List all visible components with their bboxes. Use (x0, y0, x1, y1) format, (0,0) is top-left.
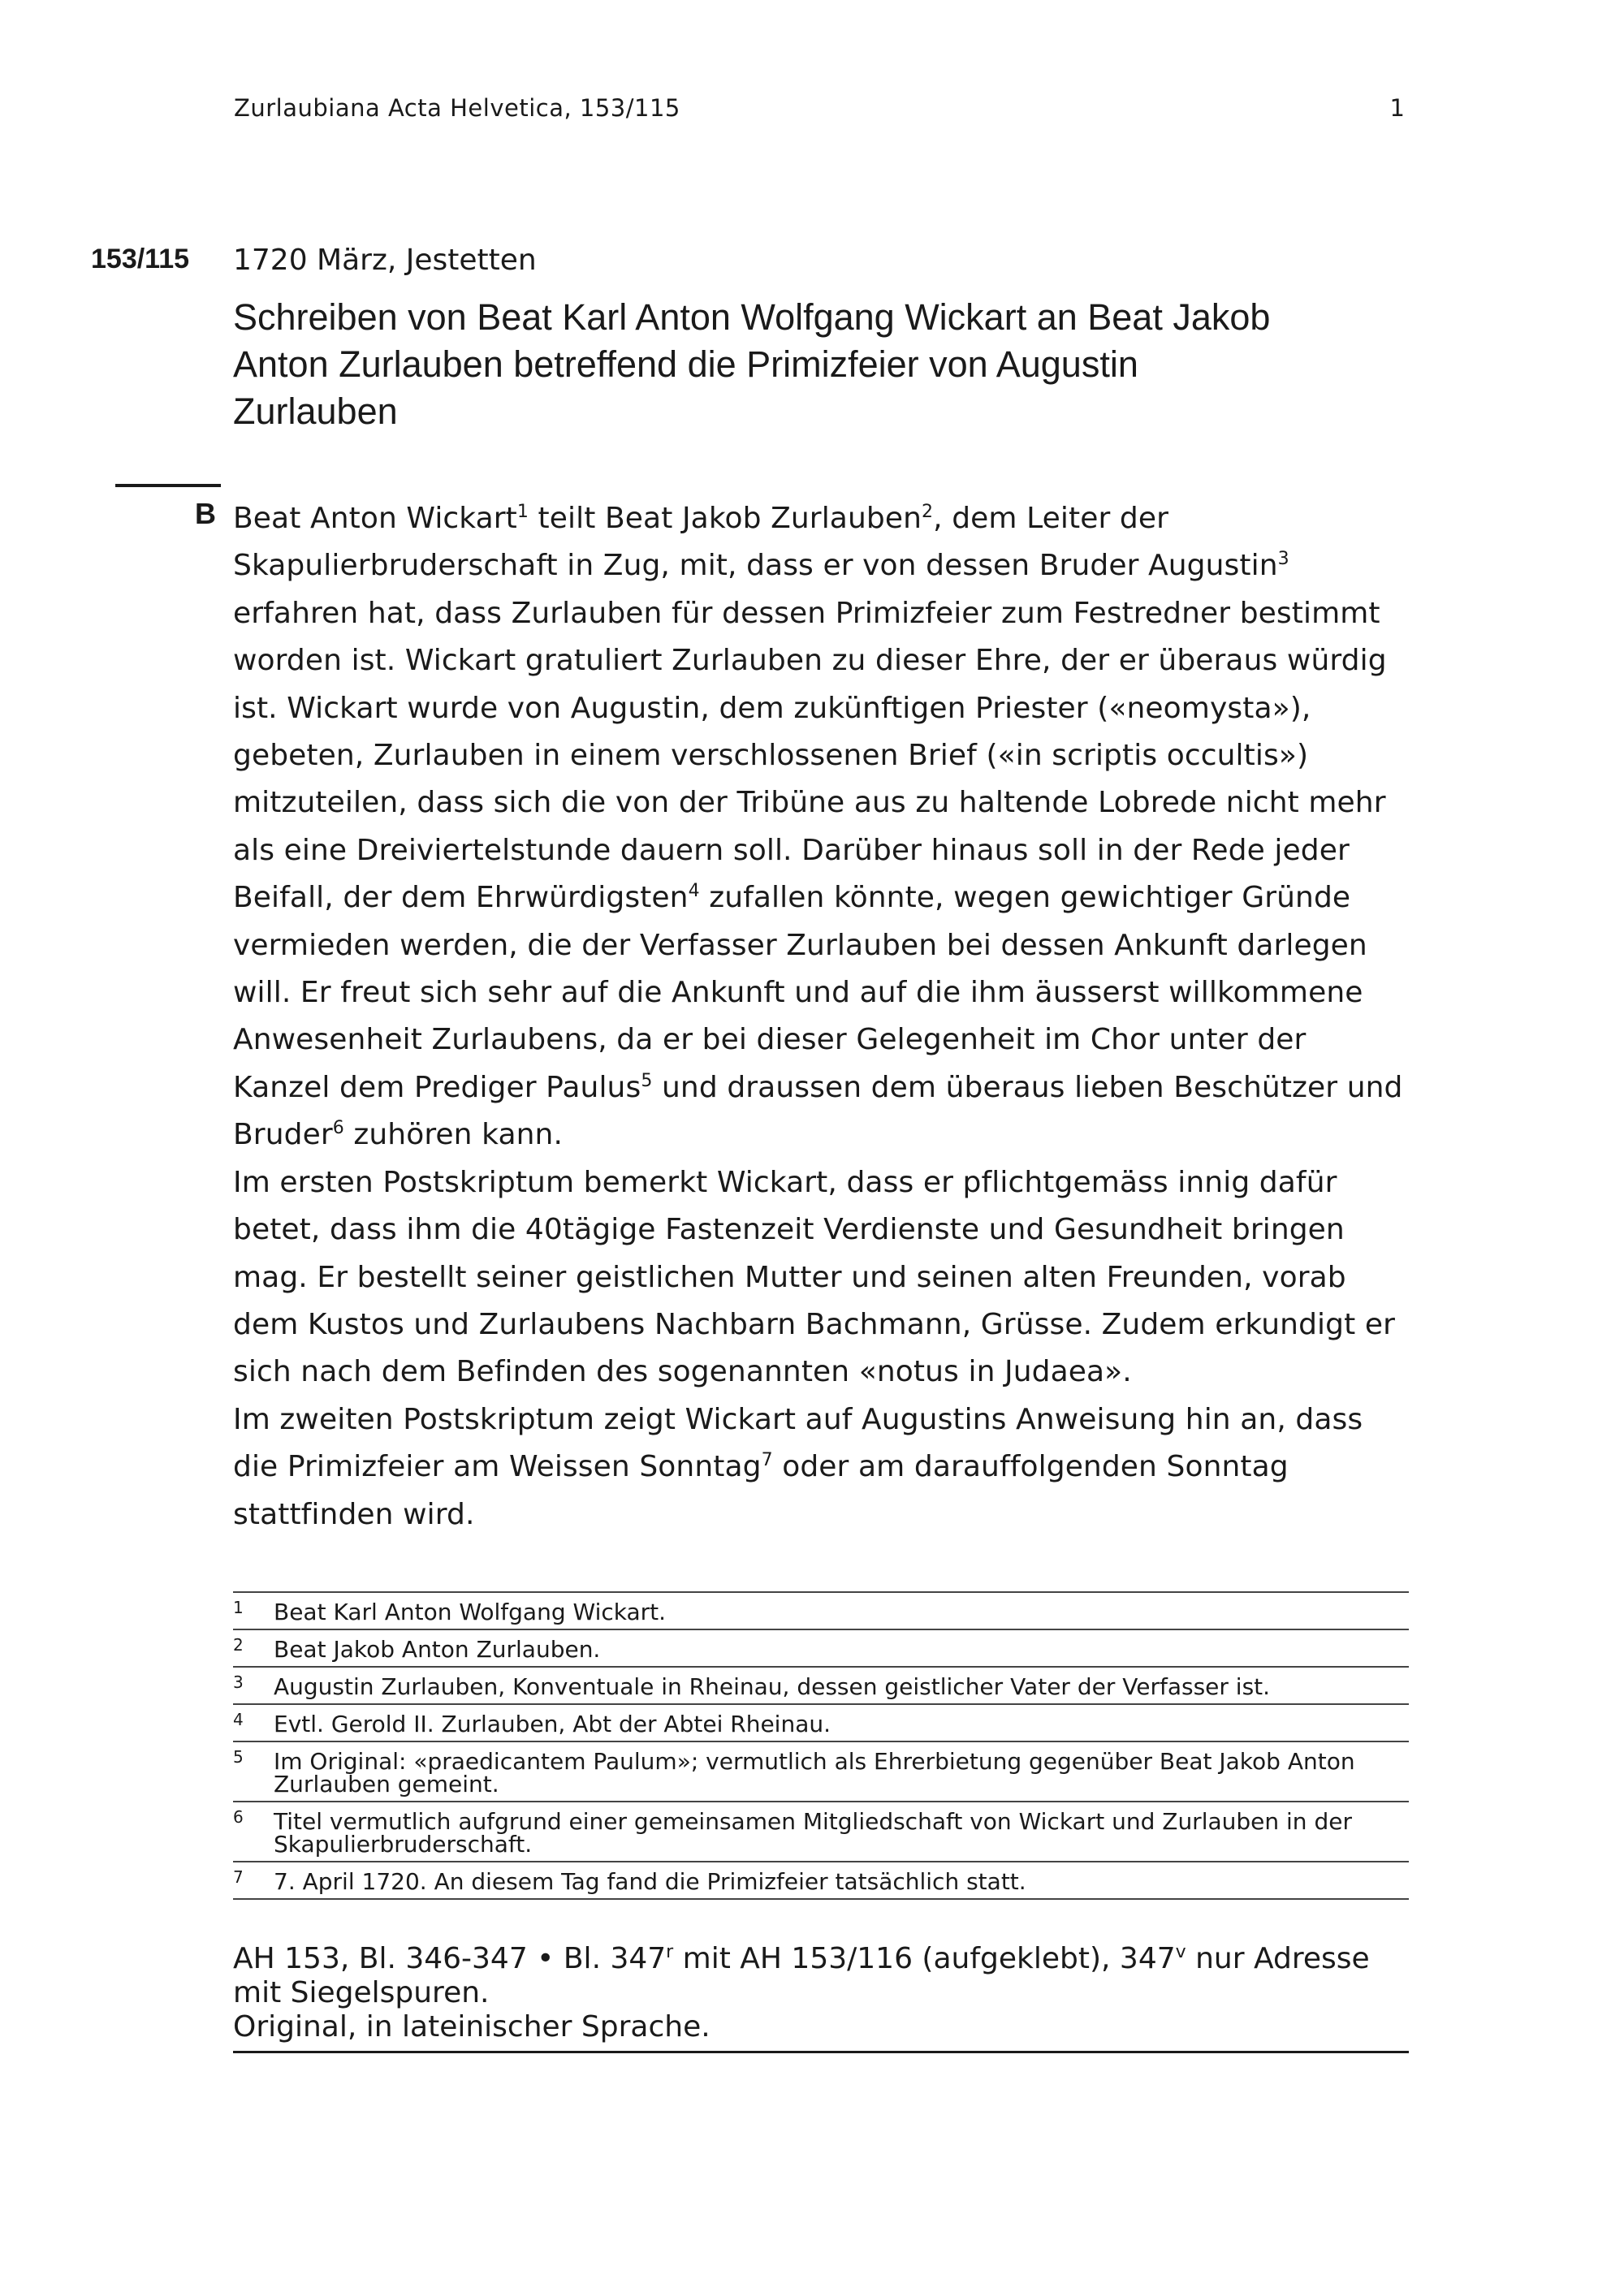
footnote-mark: 4 (233, 1710, 244, 1729)
section-rule (115, 484, 221, 487)
text-run: , dem Leiter der Skapulierbruderschaft in Zug, mit, dass er von dessen Bruder Augustin (233, 502, 1278, 583)
text-run: Beat Anton Wickart (233, 502, 517, 535)
footnotes (233, 1591, 1409, 1900)
footnote-text: Titel vermutlich aufgrund einer gemeinsamen Mitgliedschaft von Wickart und Zurlauben in der Skapulierbruderschaft. (274, 1808, 1352, 1858)
footnote-ref: 7 (761, 1450, 773, 1471)
footnote-text: 7. April 1720. An diesem Tag fand die Primizfeier tatsächlich statt. (274, 1868, 1026, 1895)
date-place: 1720 März, Jestetten (233, 244, 537, 277)
footnote-text: Im Original: «praedicantem Paulum»; vermutlich als Ehrerbietung gegenüber Beat Jakob Anton Zurlauben gemeint. (274, 1748, 1355, 1798)
footnote (233, 1801, 1409, 1861)
footnote-end-rule (233, 1898, 1409, 1900)
text-run: zuhören kann. (343, 1118, 563, 1152)
footnote-mark: 1 (233, 1598, 244, 1617)
summary-paragraph-1 (233, 495, 1410, 1159)
running-header: Zurlaubiana Acta Helvetica, 153/115 (234, 94, 680, 122)
footnote (233, 1703, 1409, 1741)
footnote (233, 1861, 1409, 1898)
footnote (233, 1666, 1409, 1703)
document-title (233, 294, 1402, 435)
text-run: oder am darauffolgenden Sonntag stattfinden wird. (233, 1450, 1289, 1531)
source-note (233, 1942, 1409, 2053)
title-line: Zurlauben (233, 391, 398, 432)
summary-text (233, 495, 1410, 1539)
recto-mark: r (666, 1942, 674, 1962)
source-line-2: Original, in lateinischer Sprache. (233, 2010, 710, 2044)
verso-mark: v (1175, 1942, 1186, 1962)
text-run: teilt Beat Jakob Zurlauben (529, 502, 922, 535)
text-run: Im zweiten Postskriptum zeigt Wickart auf Augustins Anweisung hin an, dass die Primizfeier am Weissen Sonntag (233, 1402, 1363, 1484)
footnote-ref: 5 (641, 1070, 653, 1091)
title-line: Schreiben von Beat Karl Anton Wolfgang Wickart an Beat Jakob (233, 296, 1271, 338)
source-line-1 (233, 1942, 1409, 2010)
footnote-ref: 4 (688, 881, 700, 902)
footnote-mark: 6 (233, 1807, 244, 1827)
section-marker: B (195, 497, 216, 530)
footnote (233, 1741, 1409, 1801)
document-number: 153/115 (91, 244, 190, 274)
footnote-mark: 3 (233, 1672, 244, 1692)
footnote (233, 1629, 1409, 1666)
text-run: und draussen dem überaus lieben Beschützer und Bruder (233, 1070, 1403, 1152)
footnote-mark: 7 (233, 1867, 244, 1887)
footnote-text: Beat Karl Anton Wolfgang Wickart. (274, 1599, 667, 1625)
footnote-mark: 2 (233, 1635, 244, 1655)
text-run: AH 153, Bl. 346-347 • Bl. 347 (233, 1942, 667, 1975)
text-run: erfahren hat, dass Zurlauben für dessen Primizfeier zum Festredner bestimmt worden ist. Wickart gratuliert Zurlauben zu dieser Ehre, der er überaus würdig ist. Wickart wurde von Augustin, dem zukünftigen Priester («neomysta»), gebeten, Zurlauben in einem verschlossenen Brief («in scriptis occultis») mitzuteilen, dass sich die von der Tribüne aus zu haltende Lobrede nicht mehr als eine Dreiviertelstunde dauern soll. Darüber hinaus soll in der Rede jeder Beifall, der dem Ehrwürdigsten (233, 596, 1387, 915)
footnote (233, 1591, 1409, 1629)
summary-paragraph-3 (233, 1396, 1410, 1539)
text-run: nur Adresse mit Siegelspuren. (233, 1942, 1370, 2009)
footnote-text: Augustin Zurlauben, Konventuale in Rheinau, dessen geistlicher Vater der Verfasser ist. (274, 1673, 1271, 1700)
text-run: zufallen könnte, wegen gewichtiger Gründe vermieden werden, die der Verfasser Zurlauben bei dessen Ankunft darlegen will. Er freut sich sehr auf die Ankunft und auf die ihm äusserst willkommene Anwesenheit Zurlaubens, da er bei dieser Gelegenheit im Chor unter der Kanzel dem Prediger Paulus (233, 881, 1367, 1104)
footnote-ref: 6 (332, 1118, 344, 1139)
page-number: 1 (1389, 94, 1405, 122)
footnote-ref: 1 (516, 502, 529, 522)
title-line: Anton Zurlauben betreffend die Primizfeier von Augustin (233, 343, 1138, 385)
footnote-text: Evtl. Gerold II. Zurlauben, Abt der Abtei Rheinau. (274, 1711, 831, 1737)
footnote-text: Beat Jakob Anton Zurlauben. (274, 1636, 601, 1663)
text-run: mit AH 153/116 (aufgeklebt), 347 (673, 1942, 1176, 1975)
footnote-ref: 3 (1277, 549, 1289, 570)
footnote-ref: 2 (922, 502, 934, 522)
footnote-mark: 5 (233, 1747, 244, 1767)
summary-paragraph-2: Im ersten Postskriptum bemerkt Wickart, dass er pflichtgemäss innig dafür betet, dass ihm die 40tägige Fastenzeit Verdienste und Gesundheit bringen mag. Er bestellt seiner geistlichen Mutter und seinen alten Freunden, vorab dem Kustos und Zurlaubens Nachbarn Bachmann, Grüsse. Zudem erkundigt er sich nach dem Befinden des sogenannten «notus in Judaea». (233, 1165, 1395, 1389)
